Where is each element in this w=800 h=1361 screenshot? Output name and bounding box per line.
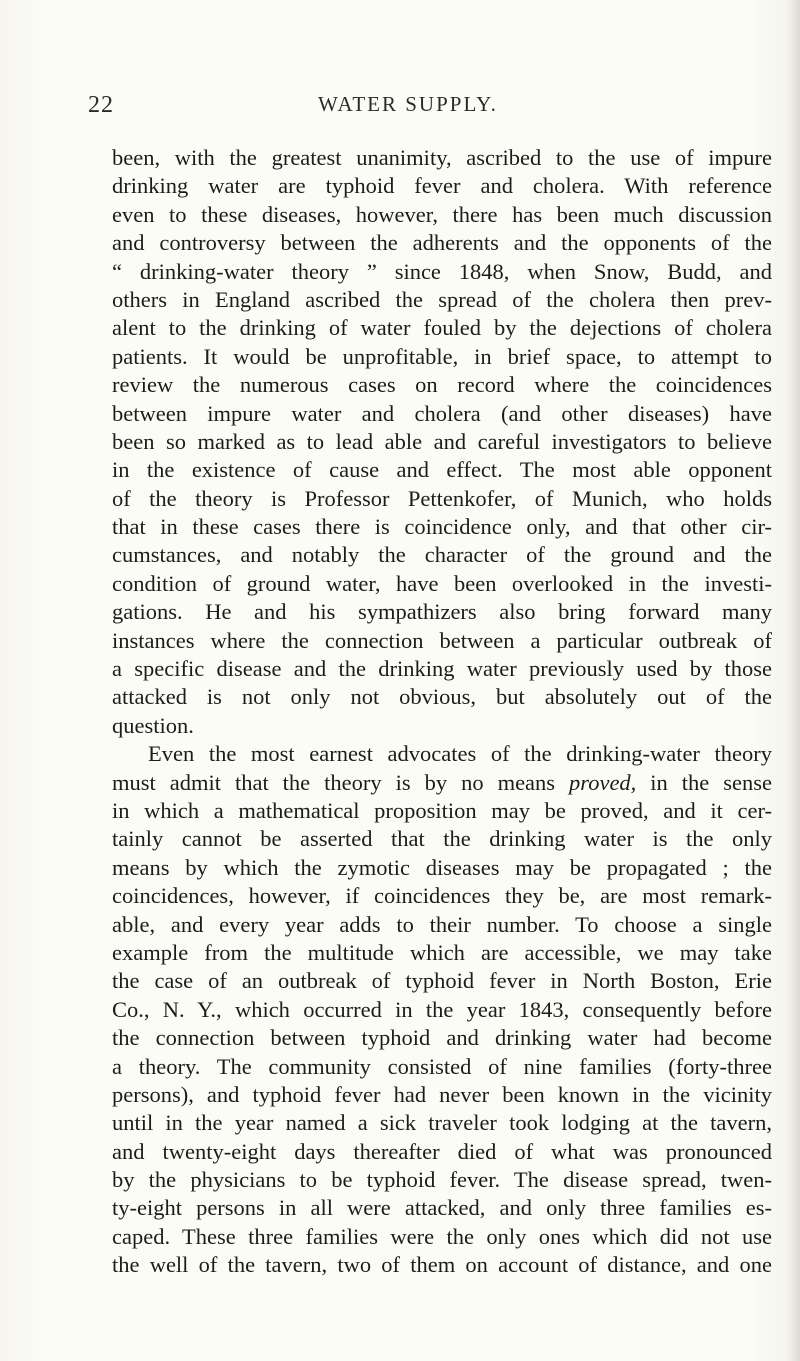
text-line: in which a mathematical proposition may be proved, and it cer- bbox=[112, 797, 772, 823]
text-line: caped. These three families were the only ones which did not use bbox=[112, 1223, 772, 1249]
text-line: attacked is not only not obvious, but absolutely out of the bbox=[112, 684, 772, 710]
running-head-title: WATER SUPPLY. bbox=[318, 92, 498, 116]
text-line: been so marked as to lead able and careful investigators to believe bbox=[112, 428, 772, 454]
text-line: example from the multitude which are accessible, we may take bbox=[112, 939, 772, 965]
text-line: of the theory is Professor Pettenkofer, of Munich, who holds bbox=[112, 485, 772, 511]
text-line: ty-eight persons in all were attacked, and only three families es- bbox=[112, 1195, 772, 1221]
text-line: and controversy between the adherents and the opponents of the bbox=[112, 230, 772, 256]
text-line: others in England ascribed the spread of the cholera then prev- bbox=[112, 286, 772, 312]
text-line-paragraph-end: question. bbox=[112, 712, 194, 738]
text-line: the case of an outbreak of typhoid fever in North Boston, Erie bbox=[112, 968, 772, 994]
text-line: coincidences, however, if coincidences they be, are most remark- bbox=[112, 883, 772, 909]
text-line: review the numerous cases on record where the coincidences bbox=[112, 372, 772, 398]
text-line: patients. It would be unprofitable, in brief space, to attempt to bbox=[112, 343, 772, 369]
text-line: and twenty-eight days thereafter died of what was pronounced bbox=[112, 1138, 772, 1164]
page-number: 22 bbox=[88, 92, 114, 118]
body-text bbox=[112, 144, 772, 1280]
italic-word: proved, bbox=[569, 769, 637, 795]
text-line: condition of ground water, have been overlooked in the investi- bbox=[112, 570, 772, 596]
text-line: the connection between typhoid and drinking water had become bbox=[112, 1025, 772, 1051]
text-line: a theory. The community consisted of nine families (forty-three bbox=[112, 1053, 772, 1079]
text-line: gations. He and his sympathizers also bring forward many bbox=[112, 599, 772, 625]
text-line: by the physicians to be typhoid fever. The disease spread, twen- bbox=[112, 1167, 772, 1193]
text-line: a specific disease and the drinking water previously used by those bbox=[112, 656, 772, 682]
text-line: means by which the zymotic diseases may be propagated ; the bbox=[112, 854, 772, 880]
text-line: drinking water are typhoid fever and cholera. With reference bbox=[112, 173, 772, 199]
text-line: until in the year named a sick traveler took lodging at the tavern, bbox=[112, 1110, 772, 1136]
text-line-with-italic bbox=[112, 769, 772, 797]
page-edge-shadow bbox=[786, 0, 800, 1361]
text-line: persons), and typhoid fever had never been known in the vicinity bbox=[112, 1081, 772, 1107]
text-segment: in the sense bbox=[636, 769, 772, 795]
text-line: tainly cannot be asserted that the drinking water is the only bbox=[112, 826, 772, 852]
text-line: even to these diseases, however, there has been much discussion bbox=[112, 201, 772, 227]
text-line: that in these cases there is coincidence only, and that other cir- bbox=[112, 514, 772, 540]
text-line: in the existence of cause and effect. The most able opponent bbox=[112, 457, 772, 483]
text-line: been, with the greatest unanimity, ascribed to the use of impure bbox=[112, 145, 772, 170]
text-line: Co., N. Y., which occurred in the year 1843, consequently before bbox=[112, 996, 772, 1022]
text-line: the well of the tavern, two of them on account of distance, and one bbox=[112, 1252, 772, 1278]
text-line: instances where the connection between a particular outbreak of bbox=[112, 627, 772, 653]
running-head bbox=[0, 92, 800, 126]
text-line: “ drinking-water theory ” since 1848, when Snow, Budd, and bbox=[112, 258, 772, 284]
text-line-paragraph-start: Even the most earnest advocates of the drinking-water theory bbox=[148, 741, 772, 767]
text-line: between impure water and cholera (and other diseases) have bbox=[112, 400, 772, 426]
text-segment: must admit that the theory is by no means bbox=[112, 769, 570, 795]
text-line: alent to the drinking of water fouled by the dejections of cholera bbox=[112, 315, 772, 341]
text-line: cumstances, and notably the character of the ground and the bbox=[112, 542, 772, 568]
text-line: able, and every year adds to their number. To choose a single bbox=[112, 911, 772, 937]
